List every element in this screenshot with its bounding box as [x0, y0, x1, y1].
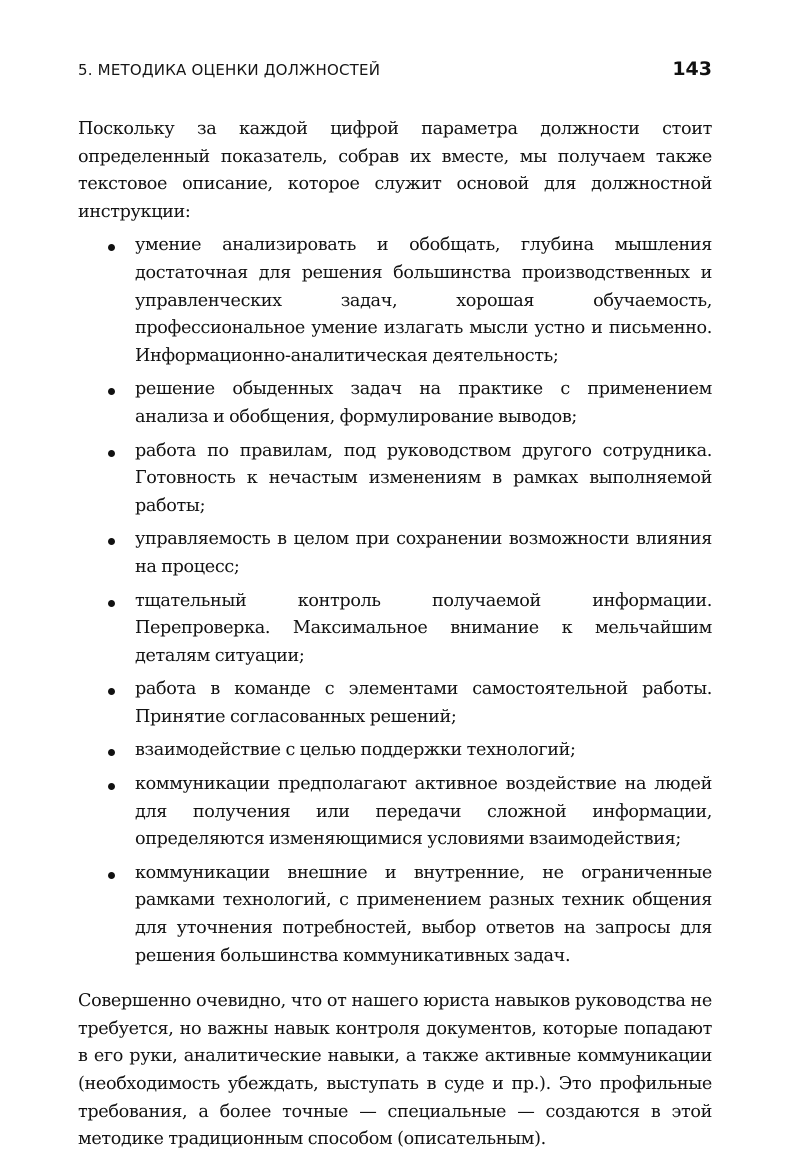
bullet-text: работа в команде с элементами самостоятельной работы. Принятие согласованных решений; [135, 679, 712, 727]
bullet-item [135, 676, 712, 731]
bullet-item [135, 588, 712, 671]
bullet-icon [108, 872, 115, 879]
bullet-text: управляемость в целом при сохранении возможности влияния на процесс; [135, 529, 712, 577]
bullet-list [78, 232, 712, 970]
page-number: 143 [672, 58, 712, 80]
bullet-text: коммуникации предполагают активное воздействие на людей для получения или передачи сложной информации, определяются изменяющимися условиями взаимодействия; [135, 774, 712, 850]
bullet-icon [108, 783, 115, 790]
bullet-icon [108, 244, 115, 251]
bullet-icon [108, 388, 115, 395]
bullet-icon [108, 538, 115, 545]
bullet-item [135, 771, 712, 854]
bullet-item [135, 232, 712, 370]
bullet-text: решение обыденных задач на практике с применением анализа и обобщения, формулирование выводов; [135, 379, 712, 427]
bullet-icon [108, 450, 115, 457]
bullet-item [135, 376, 712, 431]
bullet-icon [108, 600, 115, 607]
bullet-item [135, 860, 712, 970]
bullet-item [135, 737, 712, 765]
running-header [78, 58, 712, 94]
bullet-text: работа по правилам, под руководством другого сотрудника. Готовность к нечастым изменениям в рамках выполняемой работы; [135, 440, 712, 516]
bullet-text: коммуникации внешние и внутренние, не ограниченные рамками технологий, с применением разных техник общения для уточнения потребностей, выбор ответов на запросы для решения большинства коммуникативных задач. [135, 862, 712, 966]
book-page [78, 58, 712, 1154]
bullet-item [135, 438, 712, 521]
bullet-text: тщательный контроль получаемой информации. Перепроверка. Максимальное внимание к мельчайшим деталям ситуации; [135, 590, 712, 666]
chapter-title: 5. МЕТОДИКА ОЦЕНКИ ДОЛЖНОСТЕЙ [78, 61, 381, 79]
bullet-text: взаимодействие с целью поддержки технологий; [135, 740, 576, 761]
bullet-text: умение анализировать и обобщать, глубина мышления достаточная для решения большинства производственных и управленческих задач, хорошая обучаемость, профессиональное умение излагать мысли устно и письменно. Информационно-аналитическая деятельность; [135, 235, 712, 366]
bullet-item [135, 526, 712, 581]
bullet-icon [108, 688, 115, 695]
intro-paragraph: Поскольку за каждой цифрой параметра должности стоит определенный показатель, собрав их вместе, мы получаем также текстовое описание, которое служит основой для должностной инструкции: [78, 119, 712, 222]
closing-paragraph: Совершенно очевидно, что от нашего юриста навыков руководства не требуется, но важны навык контроля документов, которые попадают в его руки, аналитические навыки, а также активные коммуникации (необходимость убеждать, выступать в суде и пр.). Это профильные требования, а более точные — специальные — создаются в этой методике традиционным способом (описательным). [78, 991, 712, 1150]
bullet-icon [108, 749, 115, 756]
